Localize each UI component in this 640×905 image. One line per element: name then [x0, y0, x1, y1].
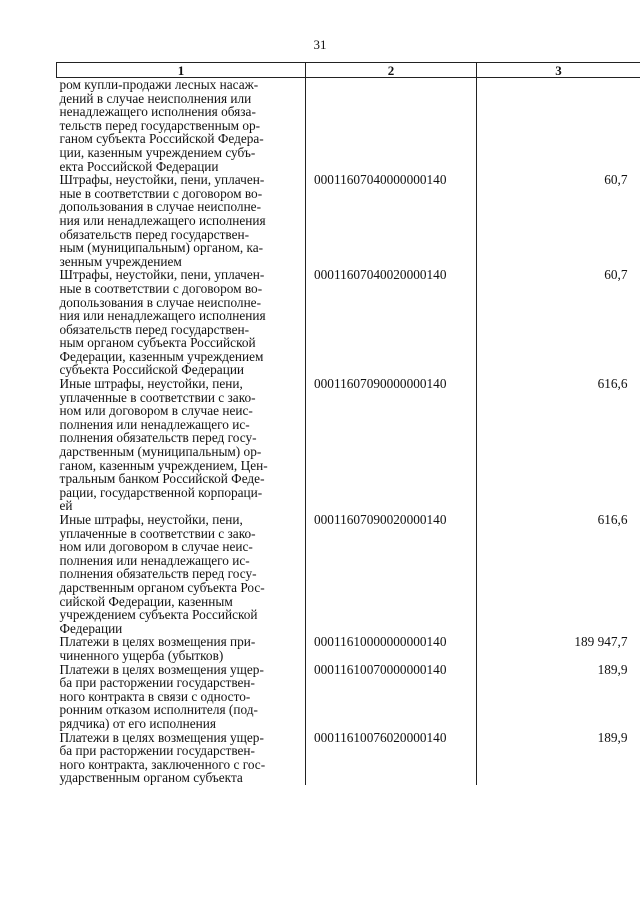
description-line: Федерации [59, 620, 123, 636]
description-line: полнения обязательств перед госу- [59, 430, 257, 446]
page-number: 31 [313, 37, 327, 52]
description-line: екта Российской Федерации [59, 158, 219, 174]
description-line: тельств перед государственным ор- [59, 117, 261, 133]
table-body [57, 78, 640, 785]
description-line: дарственным (муниципальным) ор- [59, 444, 262, 460]
row-description [57, 635, 306, 662]
row-code: 00011607040020000140 [306, 268, 477, 377]
row-description [57, 78, 306, 174]
revenue-table [56, 62, 640, 785]
description-line: Платежи в целях возмещения при- [59, 634, 256, 650]
row-code: 00011607040000000140 [306, 173, 477, 268]
description-line: рядчика) от его исполнения [59, 715, 216, 731]
description-line: ного контракта в связи с односто- [59, 688, 251, 704]
table-header-row [57, 63, 640, 78]
row-amount: 60,7 [477, 268, 640, 377]
description-line: ным (муниципальным) органом, ка- [59, 240, 264, 256]
description-line: ные в соответствии с договором во- [59, 280, 263, 296]
column-header-3: 3 [477, 63, 640, 78]
description-line: ном или договором в случае неис- [59, 403, 253, 419]
row-description [57, 663, 306, 731]
description-line: ей [59, 498, 73, 514]
description-line: Иные штрафы, неустойки, пени, [59, 376, 243, 392]
description-line: полнения или ненадлежащего ис- [59, 416, 250, 432]
row-amount: 189 947,7 [477, 635, 640, 662]
description-line: ганом, казенным учреждением, Цен- [59, 457, 268, 473]
description-line: уплаченные в соответствии с зако- [59, 389, 256, 405]
description-line: учреждением субъекта Российской [59, 607, 258, 623]
row-amount: 189,9 [477, 663, 640, 731]
description-line: ударственным органом субъекта [59, 770, 243, 786]
table-row [57, 731, 640, 785]
description-line: ба при расторжении государствен- [59, 675, 255, 691]
row-description [57, 513, 306, 635]
row-description [57, 173, 306, 268]
row-code [306, 78, 477, 174]
description-line: полнения обязательств перед госу- [59, 566, 257, 582]
description-line: ром купли-продажи лесных насаж- [59, 77, 259, 92]
description-line: дарственным органом субъекта Рос- [59, 579, 265, 595]
row-description [57, 731, 306, 785]
column-header-2: 2 [306, 63, 477, 78]
row-amount: 60,7 [477, 173, 640, 268]
description-line: сийской Федерации, казенным [59, 593, 233, 609]
description-line: уплаченные в соответствии с зако- [59, 525, 256, 541]
row-code: 00011610076020000140 [306, 731, 477, 785]
description-line: ным органом субъекта Российской [59, 335, 256, 351]
description-line: субъекта Российской Федерации [59, 362, 245, 378]
description-line: чиненного ущерба (убытков) [59, 647, 224, 663]
description-line: Штрафы, неустойки, пени, уплачен- [59, 267, 265, 283]
row-amount: 616,6 [477, 377, 640, 513]
description-line: обязательств перед государствен- [59, 226, 250, 242]
table-row [57, 173, 640, 268]
row-code: 00011607090000000140 [306, 377, 477, 513]
row-description [57, 377, 306, 513]
description-line: ба при расторжении государствен- [59, 743, 255, 759]
description-line: Иные штрафы, неустойки, пени, [59, 512, 243, 527]
table-row [57, 78, 640, 174]
row-code: 00011607090020000140 [306, 513, 477, 635]
row-code: 00011610070000000140 [306, 663, 477, 731]
description-line: полнения или ненадлежащего ис- [59, 552, 250, 568]
description-line: ронним отказом исполнителя (под- [59, 702, 258, 718]
description-line: ции, казенным учреждением субъ- [59, 144, 256, 160]
row-amount [477, 78, 640, 174]
table-row [57, 635, 640, 662]
table-row [57, 377, 640, 513]
description-line: Федерации, казенным учреждением [59, 348, 264, 364]
row-description [57, 268, 306, 377]
description-line: ного контракта, заключенного с гос- [59, 756, 266, 772]
column-header-1: 1 [57, 63, 306, 78]
description-line: ганом субъекта Российской Федера- [59, 131, 264, 147]
description-line: обязательств перед государствен- [59, 321, 250, 337]
description-line: ном или договором в случае неис- [59, 539, 253, 555]
description-line: ненадлежащего исполнения обяза- [59, 104, 256, 120]
description-line: зенным учреждением [59, 253, 182, 269]
row-amount: 616,6 [477, 513, 640, 635]
description-line: ния или ненадлежащего исполнения [59, 308, 266, 324]
description-line: Штрафы, неустойки, пени, уплачен- [59, 172, 265, 188]
description-line: ные в соответствии с договором во- [59, 185, 263, 201]
description-line: допользования в случае неисполне- [59, 294, 262, 310]
row-amount: 189,9 [477, 731, 640, 785]
description-line: дений в случае неисполнения или [59, 90, 252, 106]
row-code: 00011610000000000140 [306, 635, 477, 662]
description-line: Платежи в целях возмещения ущер- [59, 729, 264, 745]
description-line: Платежи в целях возмещения ущер- [59, 661, 264, 677]
table-row [57, 663, 640, 731]
description-line: ния или ненадлежащего исполнения [59, 212, 266, 228]
table-row [57, 268, 640, 377]
description-line: рации, государственной корпораци- [59, 484, 263, 500]
description-line: тральным банком Российской Феде- [59, 471, 265, 487]
table-row [57, 513, 640, 635]
description-line: допользования в случае неисполне- [59, 199, 262, 215]
